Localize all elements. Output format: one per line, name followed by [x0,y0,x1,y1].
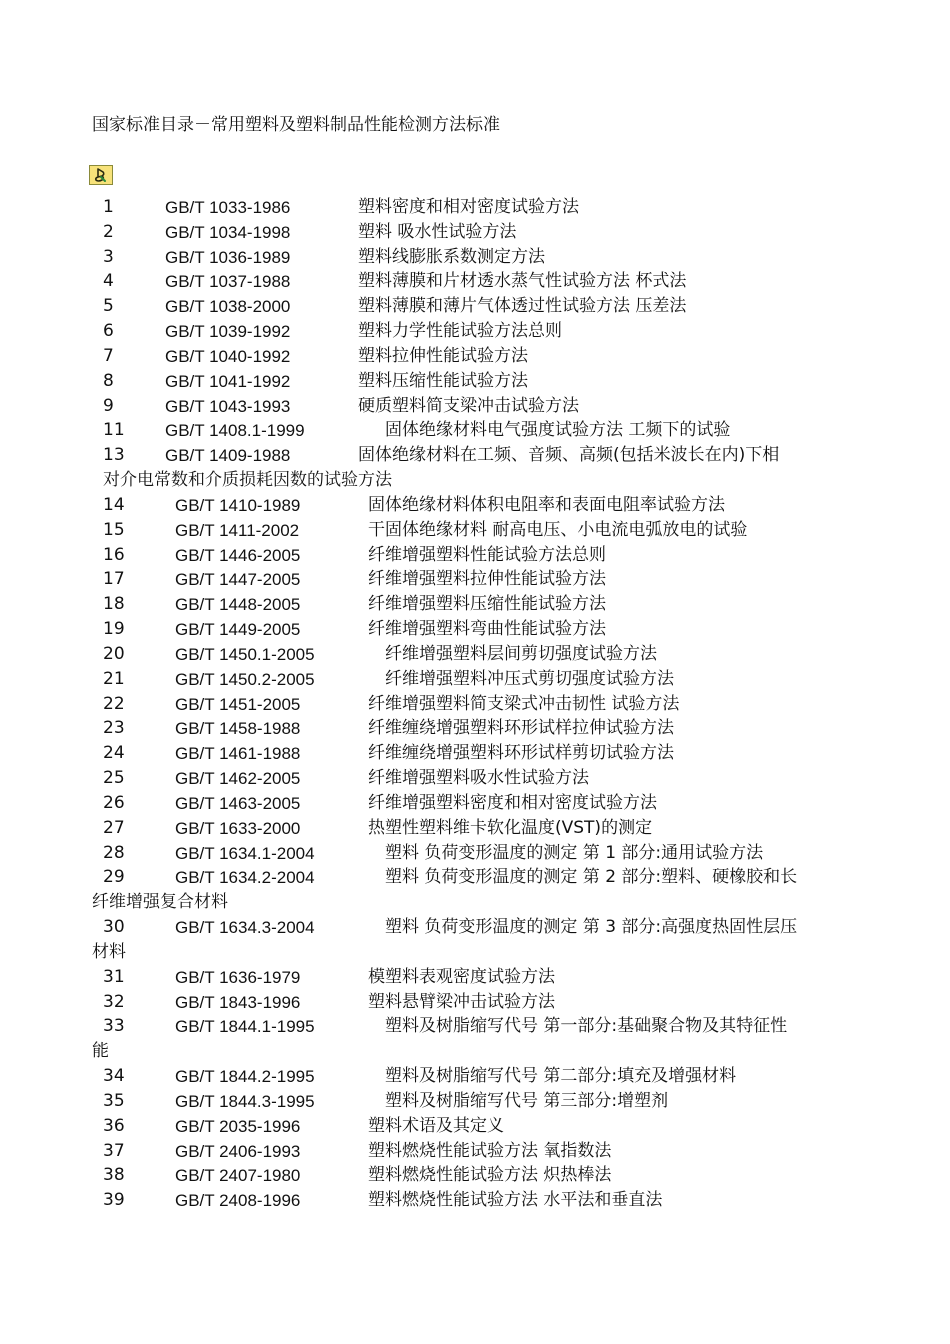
standard-code: GB/T 1458-1988 [175,719,301,739]
standard-number: 37 [103,1140,125,1161]
standard-code: GB/T 1463-2005 [175,793,301,813]
standard-number: 20 [103,643,125,664]
list-item [0,1114,950,1139]
standard-number: 6 [103,321,114,342]
standard-code: GB/T 1450.2-2005 [175,669,315,689]
standard-code: GB/T 1043-1993 [165,396,291,416]
standard-title: 塑料及树脂缩写代号 第三部分:增塑剂 [385,1090,669,1111]
standard-title: 纤维增强塑料冲压式剪切强度试验方法 [385,668,674,689]
standard-title: 固体绝缘材料电气强度试验方法 工频下的试验 [385,420,731,441]
list-item [0,1064,950,1089]
standard-code: GB/T 1038-2000 [165,297,291,317]
standard-title: 干固体绝缘材料 耐高电压、小电流电弧放电的试验 [368,519,748,540]
standard-title: 模塑料表观密度试验方法 [368,966,555,987]
standard-number: 28 [103,842,125,863]
standard-title: 塑料燃烧性能试验方法 水平法和垂直法 [368,1190,663,1211]
standard-number: 24 [103,743,125,764]
standard-title-continuation: 对介电常数和介质损耗因数的试验方法 [103,470,392,491]
list-item [0,1139,950,1164]
standard-number: 26 [103,792,125,813]
list-item [0,1014,950,1062]
standard-title: 纤维增强塑料层间剪切强度试验方法 [385,643,657,664]
standard-title: 纤维缠绕增强塑料环形试样拉伸试验方法 [368,718,674,739]
list-item [0,915,950,963]
standard-code: GB/T 1844.1-1995 [175,1017,315,1037]
standard-code: GB/T 1636-1979 [175,967,301,987]
standard-code: GB/T 1451-2005 [175,694,301,714]
standard-number: 25 [103,768,125,789]
list-item [0,269,950,294]
standard-number: 7 [103,345,114,366]
standard-code: GB/T 1036-1989 [165,247,291,267]
standard-title: 塑料燃烧性能试验方法 氧指数法 [368,1140,612,1161]
list-item [0,766,950,791]
standard-number: 1 [103,197,114,217]
list-item [0,220,950,245]
standard-code: GB/T 2407-1980 [175,1166,301,1186]
standard-code: GB/T 1844.3-1995 [175,1091,315,1111]
standard-title: 热塑性塑料维卡软化温度(VST)的测定 [368,817,653,838]
standard-title: 塑料 负荷变形温度的测定 第 3 部分:高强度热固性层压 [385,917,798,938]
list-item [0,692,950,717]
standard-title-continuation: 能 [92,1041,109,1062]
list-item [0,741,950,766]
standard-number: 18 [103,594,125,615]
standard-number: 29 [103,867,125,888]
list-item [0,791,950,816]
standard-code: GB/T 1634.3-2004 [175,918,315,938]
standard-number: 2 [103,221,114,242]
standard-number: 39 [103,1190,125,1211]
list-item [0,245,950,270]
standard-number: 32 [103,991,125,1012]
page-title: 国家标准目录－常用塑料及塑料制品性能检测方法标准 [92,115,500,135]
standard-title: 塑料及树脂缩写代号 第二部分:填充及增强材料 [385,1066,737,1087]
standard-title: 塑料薄膜和薄片气体透过性试验方法 压差法 [358,296,687,317]
list-item [0,319,950,344]
standard-title-continuation: 纤维增强复合材料 [92,892,228,913]
standard-number: 27 [103,817,125,838]
list-item [0,617,950,642]
list-item [0,369,950,394]
standard-number: 17 [103,569,125,590]
list-item [0,642,950,667]
list-item [0,394,950,419]
list-item [0,592,950,617]
standard-title: 塑料压缩性能试验方法 [358,370,528,391]
standard-number: 8 [103,370,114,391]
standard-code: GB/T 1634.1-2004 [175,843,315,863]
standard-title: 纤维增强塑料性能试验方法总则 [368,544,606,565]
standard-title: 塑料拉伸性能试验方法 [358,345,528,366]
standard-number: 19 [103,619,125,640]
standard-title: 硬质塑料简支梁冲击试验方法 [358,395,579,416]
standard-number: 33 [103,1016,125,1037]
standard-title: 纤维增强塑料密度和相对密度试验方法 [368,792,657,813]
standard-title: 塑料线膨胀系数测定方法 [358,246,545,267]
standard-title: 塑料悬臂梁冲击试验方法 [368,991,555,1012]
list-item [0,518,950,543]
standard-title: 纤维增强塑料吸水性试验方法 [368,768,589,789]
standard-code: GB/T 2406-1993 [175,1141,301,1161]
standard-code: GB/T 1040-1992 [165,346,291,366]
standard-number: 16 [103,544,125,565]
standard-number: 30 [103,917,125,938]
standard-code: GB/T 1408.1-1999 [165,421,305,441]
list-item [0,1089,950,1114]
standard-code: GB/T 1039-1992 [165,322,291,342]
list-item [0,493,950,518]
standard-number: 13 [103,445,125,466]
standard-number: 11 [103,420,125,441]
standard-code: GB/T 1409-1988 [165,446,291,466]
standard-number: 15 [103,519,125,540]
standard-number: 34 [103,1066,125,1087]
standard-code: GB/T 1037-1988 [165,272,291,292]
standard-number: 3 [103,246,114,267]
standard-number: 31 [103,966,125,987]
standard-title: 纤维增强塑料弯曲性能试验方法 [368,619,606,640]
standard-code: GB/T 1041-1992 [165,371,291,391]
standard-number: 38 [103,1165,125,1186]
standard-title: 塑料 负荷变形温度的测定 第 2 部分:塑料、硬橡胶和长 [385,867,798,888]
standard-number: 5 [103,296,114,317]
standard-code: GB/T 1033-1986 [165,198,291,217]
standard-code: GB/T 1449-2005 [175,620,301,640]
standard-title: 固体绝缘材料体积电阻率和表面电阻率试验方法 [368,494,725,515]
standard-title-continuation: 材料 [92,942,126,963]
list-item [0,965,950,990]
standard-code: GB/T 1448-2005 [175,595,301,615]
standard-number: 4 [103,271,114,292]
list-item [0,1163,950,1188]
standard-title: 塑料薄膜和片材透水蒸气性试验方法 杯式法 [358,271,687,292]
standard-title: 纤维增强塑料压缩性能试验方法 [368,594,606,615]
list-item [0,1188,950,1213]
standard-code: GB/T 2035-1996 [175,1116,301,1136]
standard-title: 塑料 吸水性试验方法 [358,221,517,242]
list-item [0,816,950,841]
standard-title: 塑料及树脂缩写代号 第一部分:基础聚合物及其特征性 [385,1016,788,1037]
standard-number: 23 [103,718,125,739]
list-item [0,344,950,369]
standard-title: 塑料术语及其定义 [368,1115,504,1136]
standard-title: 塑料 负荷变形温度的测定 第 1 部分:通用试验方法 [385,842,764,863]
standard-title: 固体绝缘材料在工频、音频、高频(包括米波长在内)下相 [358,445,780,466]
standard-code: GB/T 1450.1-2005 [175,644,315,664]
standard-title: 塑料密度和相对密度试验方法 [358,197,579,217]
list-item [0,443,950,491]
standard-code: GB/T 1446-2005 [175,545,301,565]
standard-title: 塑料力学性能试验方法总则 [358,321,562,342]
standard-code: GB/T 1410-1989 [175,495,301,515]
list-item [0,667,950,692]
standard-number: 35 [103,1090,125,1111]
standard-title: 纤维缠绕增强塑料环形试样剪切试验方法 [368,743,674,764]
standard-number: 22 [103,693,125,714]
standard-code: GB/T 1411-2002 [175,520,300,540]
standard-title: 纤维增强塑料拉伸性能试验方法 [368,569,606,590]
standard-code: GB/T 1447-2005 [175,570,301,590]
standard-number: 21 [103,668,125,689]
standard-code: GB/T 1633-2000 [175,818,301,838]
list-item [0,567,950,592]
standard-number: 14 [103,494,125,515]
list-item [0,543,950,568]
standard-number: 36 [103,1115,125,1136]
list-item [0,294,950,319]
standard-code: GB/T 1844.2-1995 [175,1067,315,1087]
list-item [0,865,950,913]
standard-code: GB/T 1462-2005 [175,769,301,789]
standard-title: 塑料燃烧性能试验方法 炽热棒法 [368,1165,612,1186]
list-item [0,418,950,443]
list-item [0,990,950,1015]
standard-code: GB/T 1843-1996 [175,992,301,1012]
list-item [0,841,950,866]
standard-number: 9 [103,395,114,416]
standard-code: GB/T 2408-1996 [175,1191,301,1211]
list-item [0,195,950,220]
standard-code: GB/T 1461-1988 [175,744,301,764]
list-item [0,716,950,741]
standard-title: 纤维增强塑料简支梁式冲击韧性 试验方法 [368,693,680,714]
standard-code: GB/T 1634.2-2004 [175,868,315,888]
standard-code: GB/T 1034-1998 [165,222,291,242]
